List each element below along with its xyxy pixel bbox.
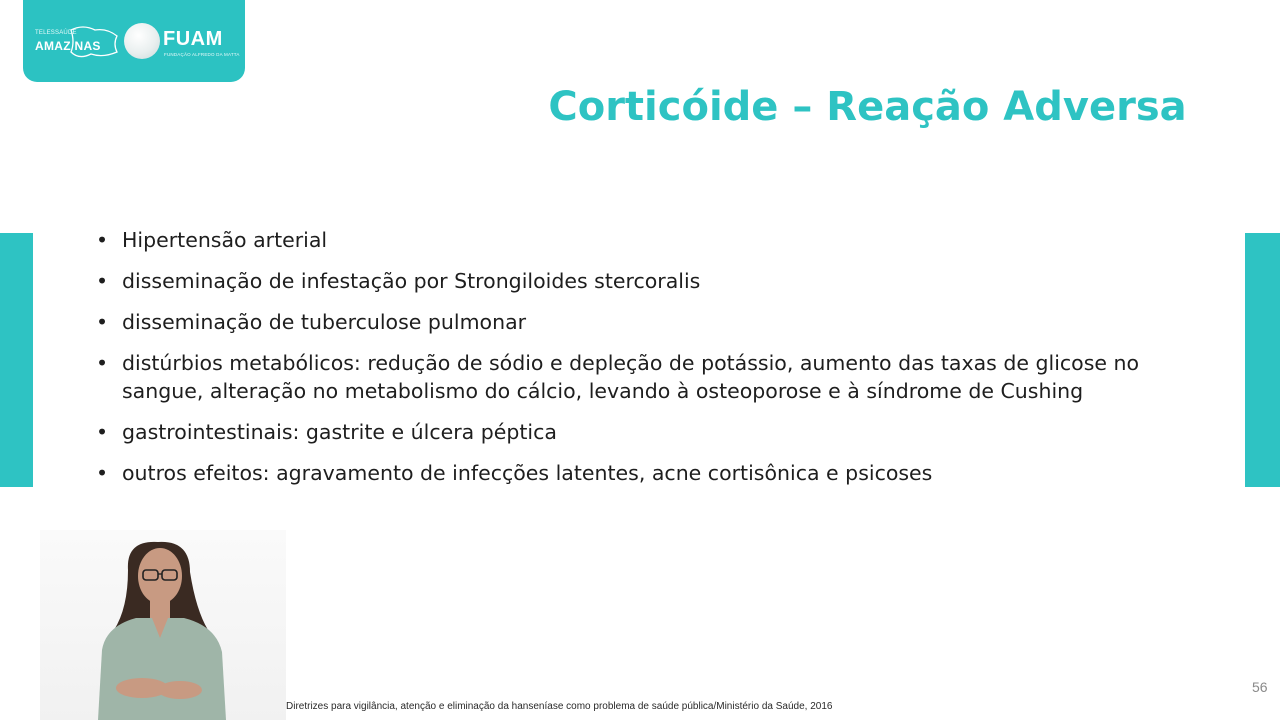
bullet-text: disseminação de tuberculose pulmonar xyxy=(122,310,527,334)
globe-icon xyxy=(124,23,160,59)
bullet-text: disseminação de infestação por Strongiloides stercoralis xyxy=(122,269,701,293)
bullet-item xyxy=(96,267,1206,295)
interpreter-figure-icon xyxy=(40,530,286,720)
bullet-dot: • xyxy=(96,310,109,334)
left-accent-bar xyxy=(0,233,33,487)
bullet-list xyxy=(96,226,1206,500)
bullet-dot: • xyxy=(96,351,109,375)
bullet-text: Hipertensão arterial xyxy=(122,228,328,252)
slide-title: Corticóide – Reação Adversa xyxy=(548,84,1187,130)
right-accent-bar xyxy=(1245,233,1280,487)
logo-fuam-subtitle: FUNDAÇÃO ALFREDO DA MATTA xyxy=(164,52,240,57)
bullet-dot: • xyxy=(96,228,109,252)
logo-fuam-text: FUAM xyxy=(163,28,223,50)
source-citation: Diretrizes para vigilância, atenção e eliminação da hanseníase como problema de saúde pública/Ministério da Saúde, 2016 xyxy=(286,701,833,712)
sign-language-interpreter-video xyxy=(40,530,286,720)
bullet-text: distúrbios metabólicos: redução de sódio e depleção de potássio, aumento das taxas de glicose no sangue, alteração no metabolismo do cálcio, levando à osteoporose e à síndrome de Cushing xyxy=(122,351,1140,403)
bullet-item xyxy=(96,418,1206,446)
bullet-item xyxy=(96,459,1206,487)
logo-telessaude-text: TELESSAÚDE xyxy=(35,30,77,36)
bullet-item xyxy=(96,226,1206,254)
bullet-item xyxy=(96,308,1206,336)
bullet-dot: • xyxy=(96,420,109,444)
logo-amazonas-text: AMAZ NAS xyxy=(35,39,101,53)
bullet-text: gastrointestinais: gastrite e úlcera péptica xyxy=(122,420,557,444)
bullet-item xyxy=(96,349,1206,405)
header-logo-panel xyxy=(23,0,245,82)
page-number: 56 xyxy=(1252,679,1268,695)
bullet-dot: • xyxy=(96,269,109,293)
bullet-dot: • xyxy=(96,461,109,485)
bullet-text: outros efeitos: agravamento de infecções latentes, acne cortisônica e psicoses xyxy=(122,461,933,485)
